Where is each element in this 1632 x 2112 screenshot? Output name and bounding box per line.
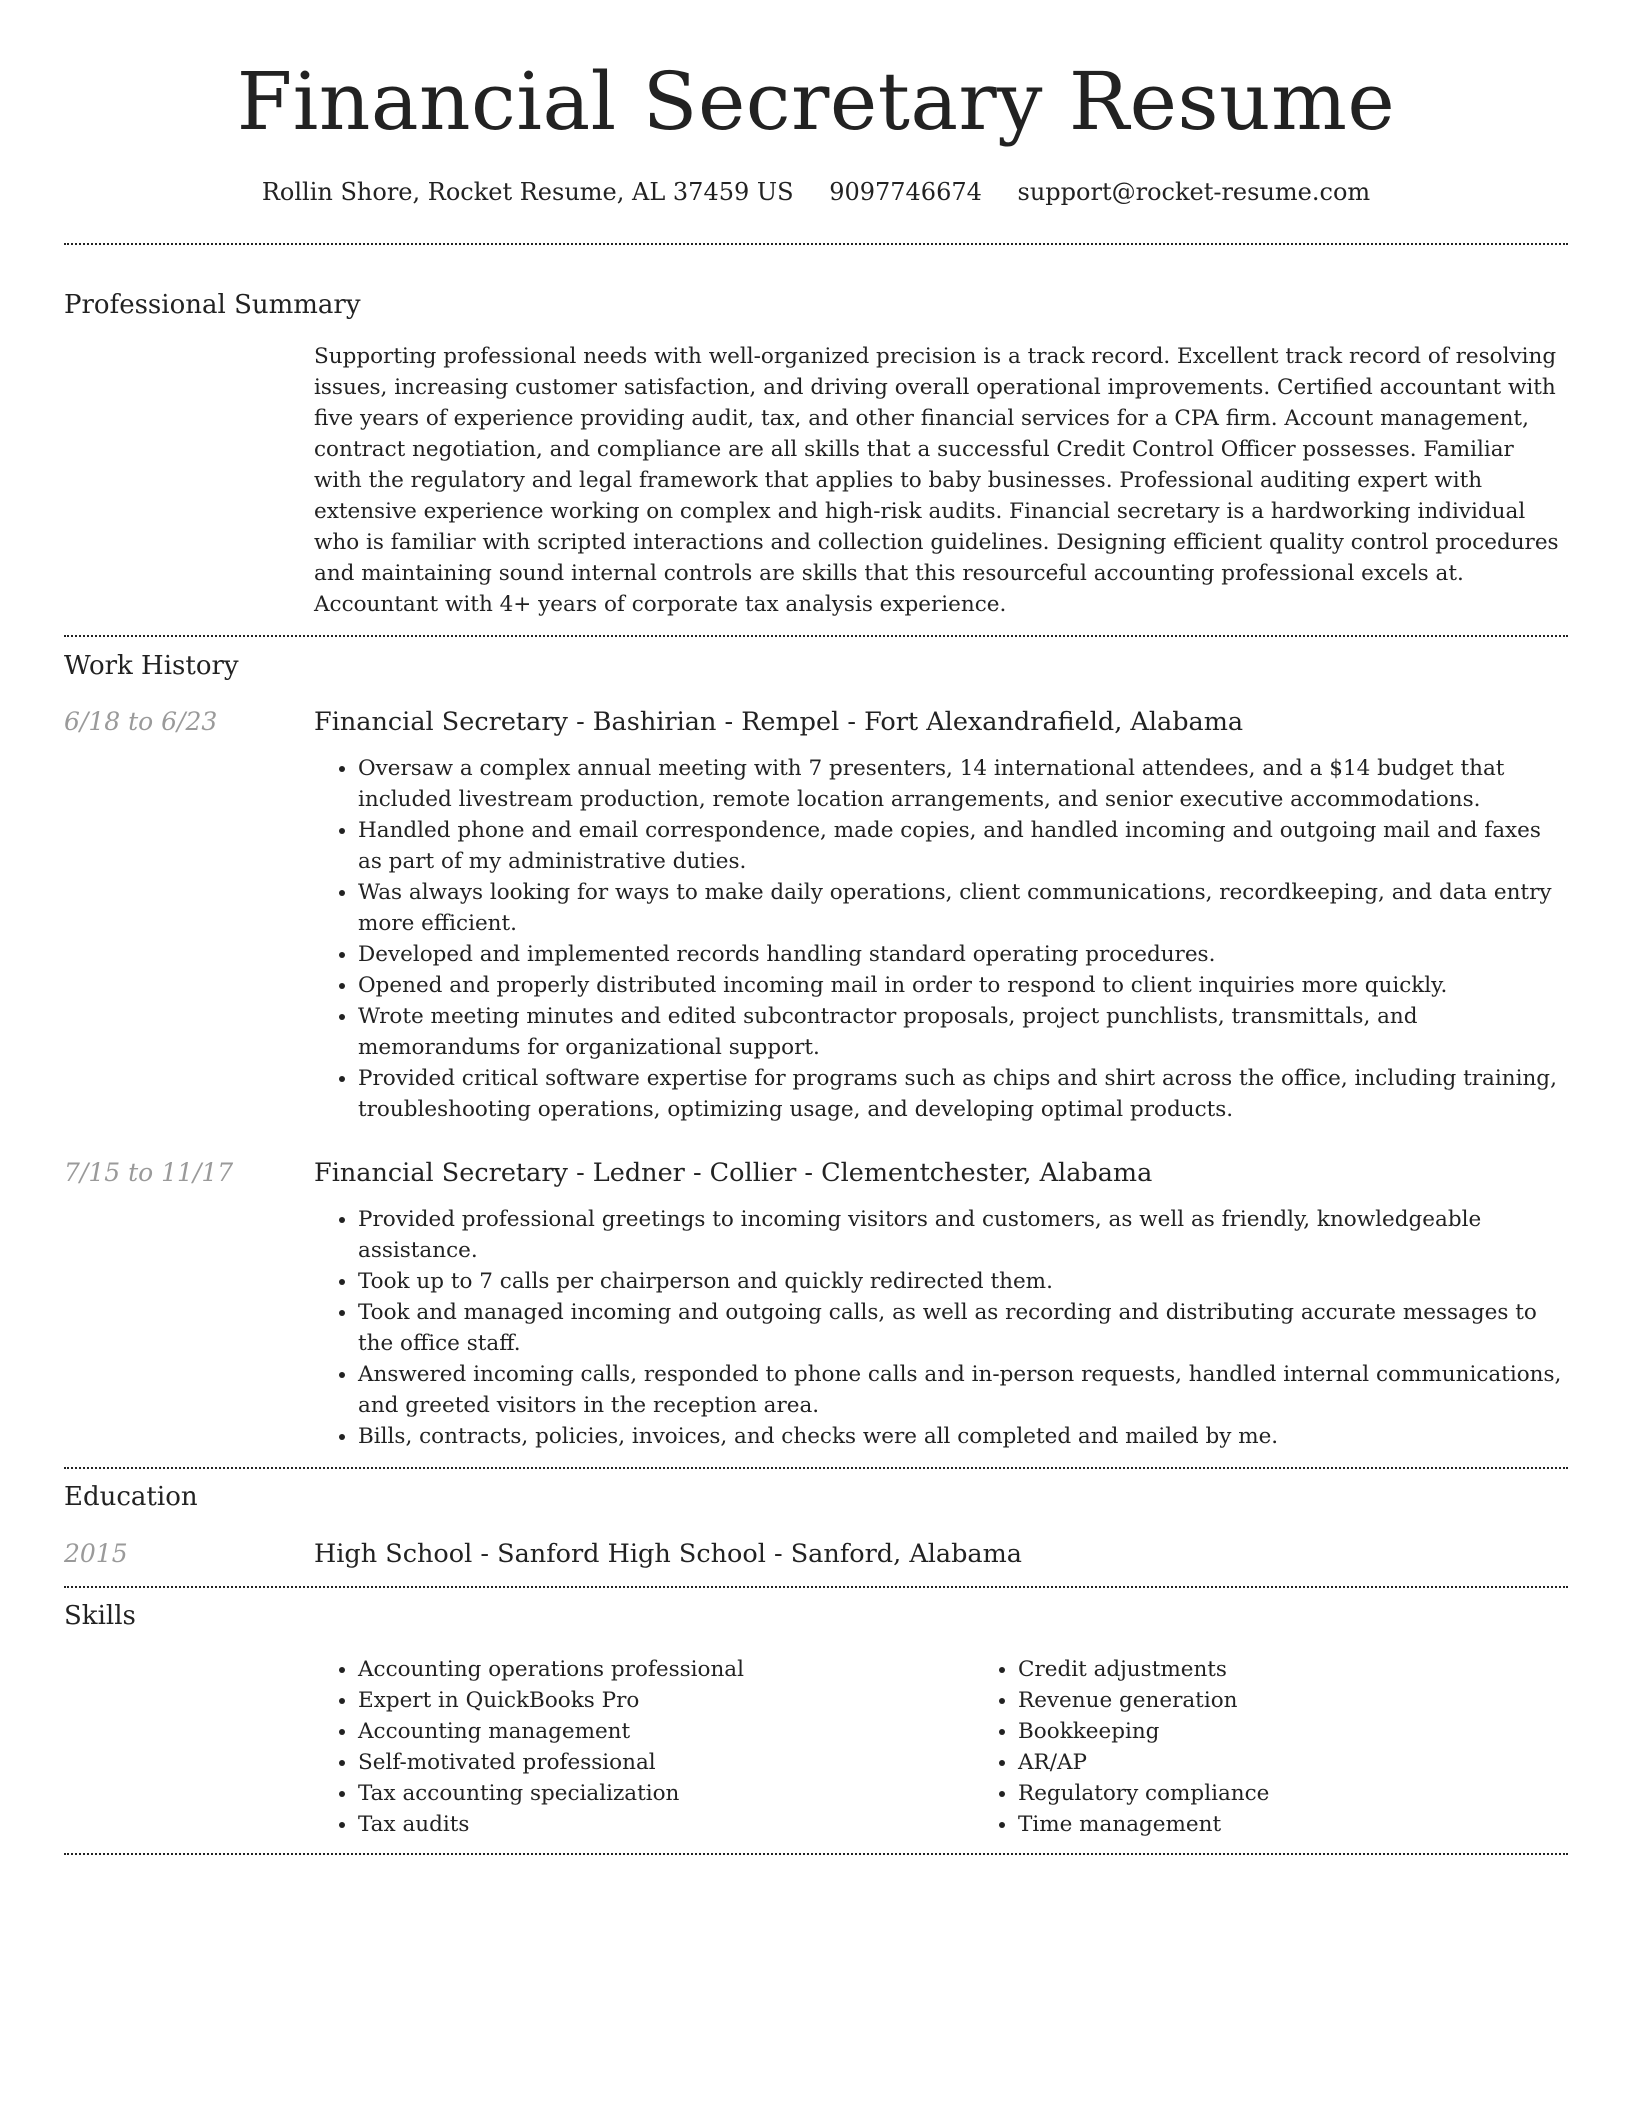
summary-heading: Professional Summary — [64, 290, 361, 320]
skills-left-spacer — [64, 1654, 314, 1840]
contact-address: Rollin Shore, Rocket Resume, AL 37459 US — [261, 178, 794, 206]
skill-item: • AR/AP — [1018, 1747, 1568, 1778]
summary-left-spacer — [64, 341, 314, 620]
education-body — [314, 1537, 1568, 1571]
job-body — [314, 1156, 1568, 1452]
job-title: Financial Secretary - Bashirian - Rempel - Fort Alexandrafield, Alabama — [314, 707, 1244, 737]
job-bullet: • Handled phone and email correspondence, made copies, and handled incoming and outgoing mail and faxes as part of my administrative duties. — [358, 815, 1568, 877]
skills-grid — [314, 1654, 1568, 1840]
skills-list-left — [314, 1654, 974, 1840]
job-bullet: • Oversaw a complex annual meeting with 7 presenters, 14 international attendees, and a $14 budget that included livestream production, remote location arrangements, and senior executive accommodations. — [358, 753, 1568, 815]
skill-item: • Accounting operations professional — [358, 1654, 974, 1685]
contact-line — [64, 176, 1568, 208]
divider — [64, 1586, 1568, 1588]
education-entry — [64, 1537, 1568, 1571]
skill-item: • Credit adjustments — [1018, 1654, 1568, 1685]
education-section — [64, 1481, 1568, 1571]
summary-text: Supporting professional needs with well-organized precision is a track record. Excellent track record of resolving issues, increasing customer satisfaction, and driving overall operational improvements. Certified accountant with five years of experience providing audit, tax, and other financial services for a CPA firm. Account management, contract negotiation, and compliance are all skills that a successful Credit Control Officer possesses. Familiar with the regulatory and legal framework that applies to baby businesses. Professional auditing expert with extensive experience working on complex and high-risk audits. Financial secretary is a hardworking individual who is familiar with scripted interactions and collection guidelines. Designing efficient quality control procedures and maintaining sound internal controls are skills that this resourceful accounting professional excels at. Accountant with 4+ years of corporate tax analysis experience. — [314, 344, 1559, 617]
skill-item: • Tax audits — [358, 1809, 974, 1840]
job-entry — [64, 705, 1568, 1125]
skills-list-right — [974, 1654, 1568, 1840]
skill-item: • Expert in QuickBooks Pro — [358, 1685, 974, 1716]
skill-item: • Tax accounting specialization — [358, 1778, 974, 1809]
summary-row — [64, 341, 1568, 620]
job-dates: 7/15 to 11/17 — [64, 1158, 234, 1187]
job-bullet: • Took up to 7 calls per chairperson and quickly redirected them. — [358, 1266, 1568, 1297]
job-bullets — [314, 1204, 1568, 1452]
summary-body — [314, 341, 1568, 620]
job-entry — [64, 1156, 1568, 1452]
skills-row — [64, 1654, 1568, 1840]
job-bullet: • Provided professional greetings to incoming visitors and customers, as well as friendly, knowledgeable assistance. — [358, 1204, 1568, 1266]
education-year: 2015 — [64, 1539, 128, 1568]
work-section — [64, 650, 1568, 1452]
skill-item: • Self-motivated professional — [358, 1747, 974, 1778]
contact-phone: 9097746674 — [829, 178, 982, 206]
job-bullet: • Bills, contracts, policies, invoices, and checks were all completed and mailed by me. — [358, 1421, 1568, 1452]
skill-item: • Revenue generation — [1018, 1685, 1568, 1716]
skills-section — [64, 1600, 1568, 1840]
divider — [64, 635, 1568, 637]
job-bullet: • Opened and properly distributed incoming mail in order to respond to client inquiries more quickly. — [358, 970, 1568, 1001]
job-title: Financial Secretary - Ledner - Collier - Clementchester, Alabama — [314, 1158, 1153, 1188]
divider — [64, 1853, 1568, 1855]
education-title: High School - Sanford High School - Sanford, Alabama — [314, 1539, 1023, 1569]
job-bullet: • Was always looking for ways to make daily operations, client communications, recordkeeping, and data entry more efficient. — [358, 877, 1568, 939]
skill-item: • Regulatory compliance — [1018, 1778, 1568, 1809]
job-bullet: • Answered incoming calls, responded to phone calls and in-person requests, handled internal communications, and greeted visitors in the reception area. — [358, 1359, 1568, 1421]
job-dates: 6/18 to 6/23 — [64, 707, 218, 736]
contact-email: support@rocket-resume.com — [1017, 178, 1371, 206]
skills-heading: Skills — [64, 1601, 136, 1631]
resume-title: Financial Secretary Resume — [236, 55, 1396, 148]
divider — [64, 243, 1568, 245]
job-bullet: • Provided critical software expertise for programs such as chips and shirt across the office, including training, troubleshooting operations, optimizing usage, and developing optimal products. — [358, 1063, 1568, 1125]
job-bullet: • Took and managed incoming and outgoing calls, as well as recording and distributing accurate messages to the office staff. — [358, 1297, 1568, 1359]
work-heading: Work History — [64, 651, 239, 681]
job-bullet: • Wrote meeting minutes and edited subcontractor proposals, project punchlists, transmittals, and memorandums for organizational support. — [358, 1001, 1568, 1063]
summary-section — [64, 289, 1568, 620]
job-bullets — [314, 753, 1568, 1125]
job-bullet: • Developed and implemented records handling standard operating procedures. — [358, 939, 1568, 970]
skill-item: • Time management — [1018, 1809, 1568, 1840]
education-heading: Education — [64, 1482, 198, 1512]
skill-item: • Bookkeeping — [1018, 1716, 1568, 1747]
job-body — [314, 705, 1568, 1125]
divider — [64, 1467, 1568, 1469]
skill-item: • Accounting management — [358, 1716, 974, 1747]
